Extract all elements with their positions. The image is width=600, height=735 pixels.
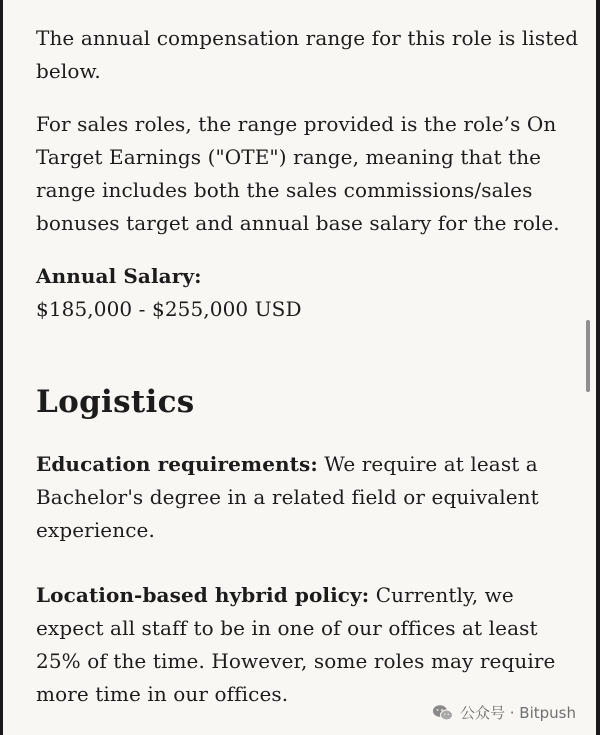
salary-block [36,260,581,326]
compensation-intro: The annual compensation range for this role is listed below. [36,26,579,83]
job-posting-content [36,22,581,711]
education-requirements [36,448,581,547]
education-text: We require at least a Bachelor's degree in a related field or equivalent experience. [36,452,539,542]
watermark [432,702,576,723]
watermark-text: 公众号 · Bitpush [460,704,576,722]
sales-ote-note: For sales roles, the range provided is the role’s On Target Earnings ("OTE") range, meaning that the range includes both the sales commissions/sales bonuses target and annual base salary for the role. [36,112,560,235]
annual-salary-label: Annual Salary: [36,264,202,288]
wechat-icon [432,704,454,722]
annual-salary-value: $185,000 - $255,000 USD [36,297,302,321]
location-label: Location-based hybrid policy: [36,583,370,607]
vertical-scrollbar-thumb[interactable] [586,320,590,392]
location-policy [36,579,581,711]
location-text: Currently, we expect all staff to be in one of our offices at least 25% of the time. However, some roles may require more time in our offices. [36,583,556,706]
education-label: Education requirements: [36,452,318,476]
logistics-heading: Logistics [36,384,195,420]
